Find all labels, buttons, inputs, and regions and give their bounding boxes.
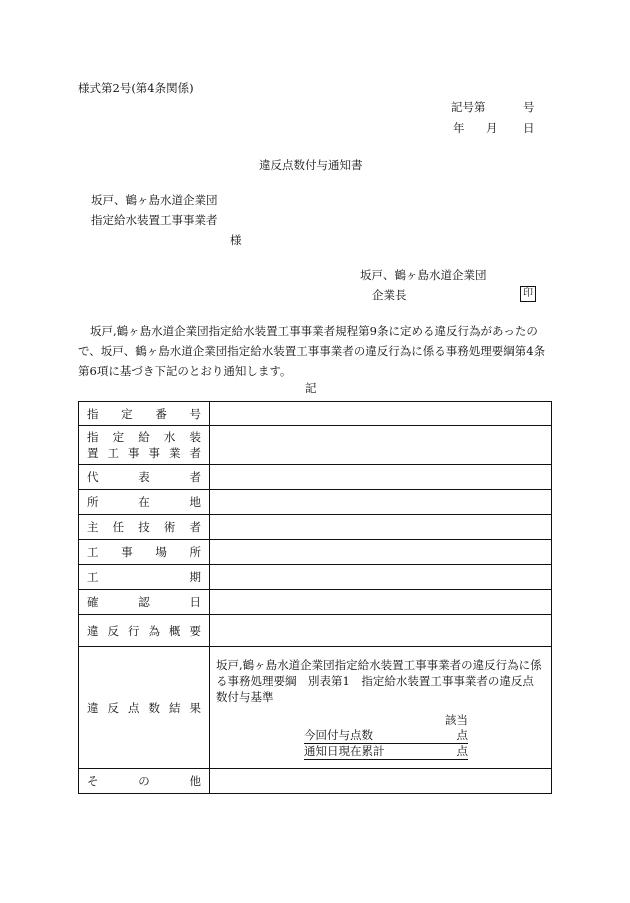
addressee-line-2: 指定給水装置工事事業者: [91, 213, 218, 227]
total-points-row: [304, 744, 468, 760]
table-row: [79, 615, 552, 647]
row-value: [210, 590, 552, 615]
label-char: 術: [163, 520, 176, 534]
label-spread-line-2: [87, 445, 201, 461]
label-char: 数: [148, 700, 160, 715]
label-char: そ: [87, 774, 99, 788]
label-spread: [87, 594, 201, 610]
label-spread: [87, 544, 201, 560]
label-char: 結: [169, 700, 181, 715]
label-spread: [87, 406, 201, 422]
label-char: 指: [87, 430, 99, 444]
table-row: [79, 540, 552, 565]
label-char: 事: [121, 545, 133, 559]
label-char: 事: [128, 446, 140, 460]
current-points-label: 今回付与点数: [304, 728, 373, 742]
ki-heading: 記: [305, 381, 317, 395]
label-spread: [87, 623, 201, 639]
label-char: 場: [155, 545, 167, 559]
table-row: [79, 769, 552, 794]
total-points-label: 通知日現在累計: [304, 744, 385, 758]
label-char: 所: [189, 545, 201, 559]
label-char: 確: [87, 595, 99, 609]
label-char: 業: [169, 446, 181, 460]
date-day: 日: [523, 121, 535, 135]
seal-stamp: 印: [520, 286, 536, 302]
table-row: [79, 647, 552, 769]
result-cell: [210, 647, 552, 769]
form-number: 様式第2号(第4条関係): [78, 81, 194, 95]
sender-title: 企業長: [372, 288, 407, 302]
table-row: [79, 515, 552, 540]
label-char: 事: [148, 446, 160, 460]
result-standard-text: 坂戸,鶴ヶ島水道企業団指定給水装置工事事業者の違反行為に係る事務処理要綱 別表第1 指定給水装置工事事業者の違反点数付与基準: [216, 658, 542, 704]
row-value: [210, 465, 552, 490]
table-row: [79, 426, 552, 465]
addressee-honorific: 様: [230, 233, 242, 247]
label-char: 地: [189, 495, 201, 509]
label-char: 定: [112, 430, 125, 444]
label-spread: [87, 469, 201, 485]
points-column-header: 該当: [445, 713, 468, 727]
label-char: の: [138, 774, 150, 788]
date-month: 月: [486, 121, 498, 135]
label-char: 主: [87, 520, 99, 534]
addressee-line-1: 坂戸、鶴ヶ島水道企業団: [91, 193, 218, 207]
table-row: [79, 590, 552, 615]
label-char: 代: [87, 470, 99, 484]
sender-organization: 坂戸、鶴ヶ島水道企業団: [360, 268, 487, 282]
row-label: [79, 565, 210, 590]
label-char: 認: [138, 595, 150, 609]
label-char: 号: [189, 406, 201, 421]
row-label: [79, 465, 210, 490]
table-row: [79, 490, 552, 515]
label-char: 要: [189, 623, 201, 638]
row-label: [79, 590, 210, 615]
label-spread: [87, 519, 201, 535]
row-label: [79, 540, 210, 565]
label-char: 違: [87, 700, 99, 715]
label-char: 表: [138, 470, 150, 484]
label-char: 工: [87, 570, 99, 584]
label-char: 他: [189, 774, 201, 788]
label-char: 日: [189, 595, 201, 609]
record-number-suffix: 号: [523, 100, 535, 114]
label-char: 指: [87, 406, 99, 421]
label-char: 行: [128, 623, 140, 638]
notice-body-text: 坂戸,鶴ヶ島水道企業団指定給水装置工事事業者規程第9条に定める違反行為があったので、坂戸、鶴ヶ島水道企業団指定給水装置工事事業者の違反行為に係る事務処理要綱第4条第6項に基づき下記のとおり通知します。: [78, 324, 546, 378]
label-char: 所: [87, 495, 99, 509]
row-label: [79, 647, 210, 769]
row-value: [210, 402, 552, 426]
points-subtable: [304, 713, 468, 760]
label-spread: [87, 700, 201, 716]
date-year: 年: [453, 121, 465, 135]
label-char: 反: [107, 623, 119, 638]
row-label: [79, 426, 210, 465]
record-number-label: 記号第: [451, 100, 486, 114]
current-points-unit: 点: [456, 728, 468, 742]
label-char: 果: [189, 700, 201, 715]
label-char: 置: [87, 446, 99, 460]
label-char: 技: [138, 520, 150, 534]
row-value: [210, 565, 552, 590]
label-char: 給: [138, 430, 150, 444]
label-char: 者: [189, 446, 201, 460]
table-row: [79, 402, 552, 426]
label-char: 者: [189, 520, 201, 534]
label-char: 為: [148, 623, 160, 638]
row-value: [210, 490, 552, 515]
notice-body: [78, 321, 548, 381]
label-char: 水: [163, 430, 176, 444]
details-table: [78, 401, 552, 794]
label-char: 装: [189, 430, 201, 444]
row-label: [79, 490, 210, 515]
label-char: 在: [138, 495, 150, 509]
table-row: [79, 565, 552, 590]
label-char: 任: [112, 520, 125, 534]
label-char: 定: [121, 406, 133, 421]
row-value: [210, 426, 552, 465]
label-char: 期: [189, 570, 201, 584]
row-value: [210, 615, 552, 647]
label-spread: [87, 569, 201, 585]
label-char: 違: [87, 623, 99, 638]
label-spread-line-1: [87, 429, 201, 445]
label-char: 工: [87, 545, 99, 559]
label-char: 点: [128, 700, 140, 715]
row-label: [79, 515, 210, 540]
row-label: [79, 769, 210, 794]
row-value: [210, 769, 552, 794]
row-value: [210, 515, 552, 540]
label-char: 反: [107, 700, 119, 715]
current-points-row: [304, 728, 468, 744]
label-spread: [87, 494, 201, 510]
label-char: 工: [107, 446, 119, 460]
row-label: [79, 615, 210, 647]
label-char: 番: [155, 406, 167, 421]
row-value: [210, 540, 552, 565]
total-points-unit: 点: [456, 744, 468, 758]
row-label: [79, 402, 210, 426]
document-title: 違反点数付与通知書: [259, 158, 363, 172]
label-char: 者: [189, 470, 201, 484]
label-char: 概: [169, 623, 181, 638]
label-spread: [87, 773, 201, 789]
table-row: [79, 465, 552, 490]
